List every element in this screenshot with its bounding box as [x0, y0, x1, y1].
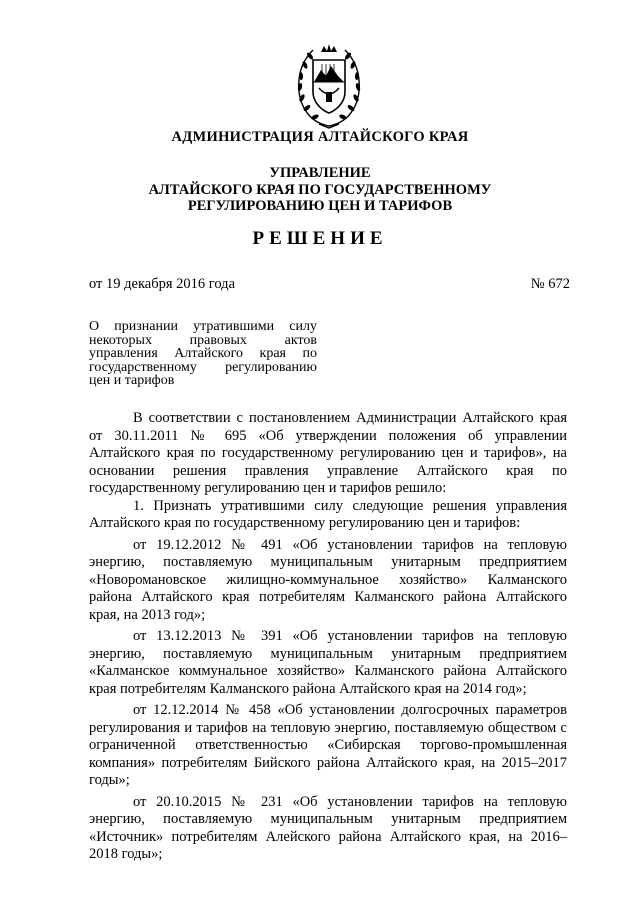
department-title-line: РЕГУЛИРОВАНИЮ ЦЕН И ТАРИФОВ	[187, 198, 453, 214]
body-line: от 13.12.2013 № 391 «Об установлении тарифов на тепловую	[133, 628, 567, 644]
subject-line: О признании утратившими силу	[89, 319, 317, 334]
body-line: края потребителям Калманского района Алтайского края на 2014 год»;	[89, 680, 527, 697]
administration-title: АДМИНИСТРАЦИЯ АЛТАЙСКОГО КРАЯ	[171, 129, 469, 145]
body-line: «Источник» потребителям Алейского района Алтайского края, на 2016–	[89, 828, 567, 845]
altai-krai-coat-of-arms-icon	[293, 40, 365, 132]
subject-line: цен и тарифов	[89, 373, 175, 388]
body-line: района Алтайского края потребителям Калманского района Алтайского	[89, 589, 567, 605]
document-number: № 672	[530, 276, 570, 292]
document-subject	[89, 320, 317, 388]
body-line: компания» потребителям Бийского района Алтайского края, на 2015–2017	[89, 754, 567, 771]
body-line: В соответствии с постановлением Администрации Алтайского края	[133, 410, 567, 426]
body-line: от 20.10.2015 № 231 «Об установлении тарифов на тепловую	[133, 793, 567, 810]
subject-line: некоторых правовых актов	[89, 332, 317, 348]
body-line: энергию, поставляемую муниципальным унитарным предприятием	[89, 554, 567, 570]
department-title-line: АЛТАЙСКОГО КРАЯ ПО ГОСУДАРСТВЕННОМУ	[148, 181, 492, 198]
body-line: 1. Признать утратившими силу следующие решения управления	[133, 497, 567, 514]
body-line: «Калманское коммунальное хозяйство» Калманского района Алтайского	[89, 663, 567, 679]
document-date: от 19 декабря 2016 года	[89, 276, 235, 292]
body-line: края, на 2013 год»;	[89, 606, 206, 623]
body-line: государственному регулированию цен и тарифов решило:	[89, 480, 447, 496]
document-body	[89, 410, 567, 864]
body-line: основании решения правления управление Алтайского края по	[89, 462, 567, 479]
body-line: ограниченной ответственностью «Сибирская торгово-промышленная	[89, 737, 567, 753]
body-line: от 19.12.2012 № 491 «Об установлении тарифов на тепловую	[133, 536, 567, 553]
document-title: РЕШЕНИЕ	[252, 228, 388, 249]
body-line: 2018 годы»;	[89, 846, 163, 862]
department-title-line: УПРАВЛЕНИЕ	[269, 165, 371, 181]
subject-line: управления Алтайского края по	[89, 346, 317, 361]
body-line: регулирования и тарифов на тепловую энергию, поставляемую обществом с	[89, 719, 567, 736]
body-line: Алтайского края по государственному регулированию цен и тарифов», на	[89, 445, 567, 461]
subject-line: государственному регулированию	[89, 359, 317, 375]
body-line: энергию, поставляемую муниципальным унитарным предприятием	[89, 645, 567, 662]
body-line: энергию, поставляемую муниципальным унитарным предприятием	[89, 811, 567, 827]
body-line: «Новоромановское жилищно-коммунальное хозяйство» Калманского	[89, 571, 567, 588]
department-title	[0, 165, 640, 215]
body-line: от 12.12.2014 № 458 «Об установлении долгосрочных параметров	[133, 702, 567, 718]
body-line: от 30.11.2011 № 695 «Об утверждении положения об управлении	[89, 427, 567, 444]
body-line: годы»;	[89, 772, 130, 788]
body-line: Алтайского края по государственному регулированию цен и тарифов:	[89, 515, 521, 531]
